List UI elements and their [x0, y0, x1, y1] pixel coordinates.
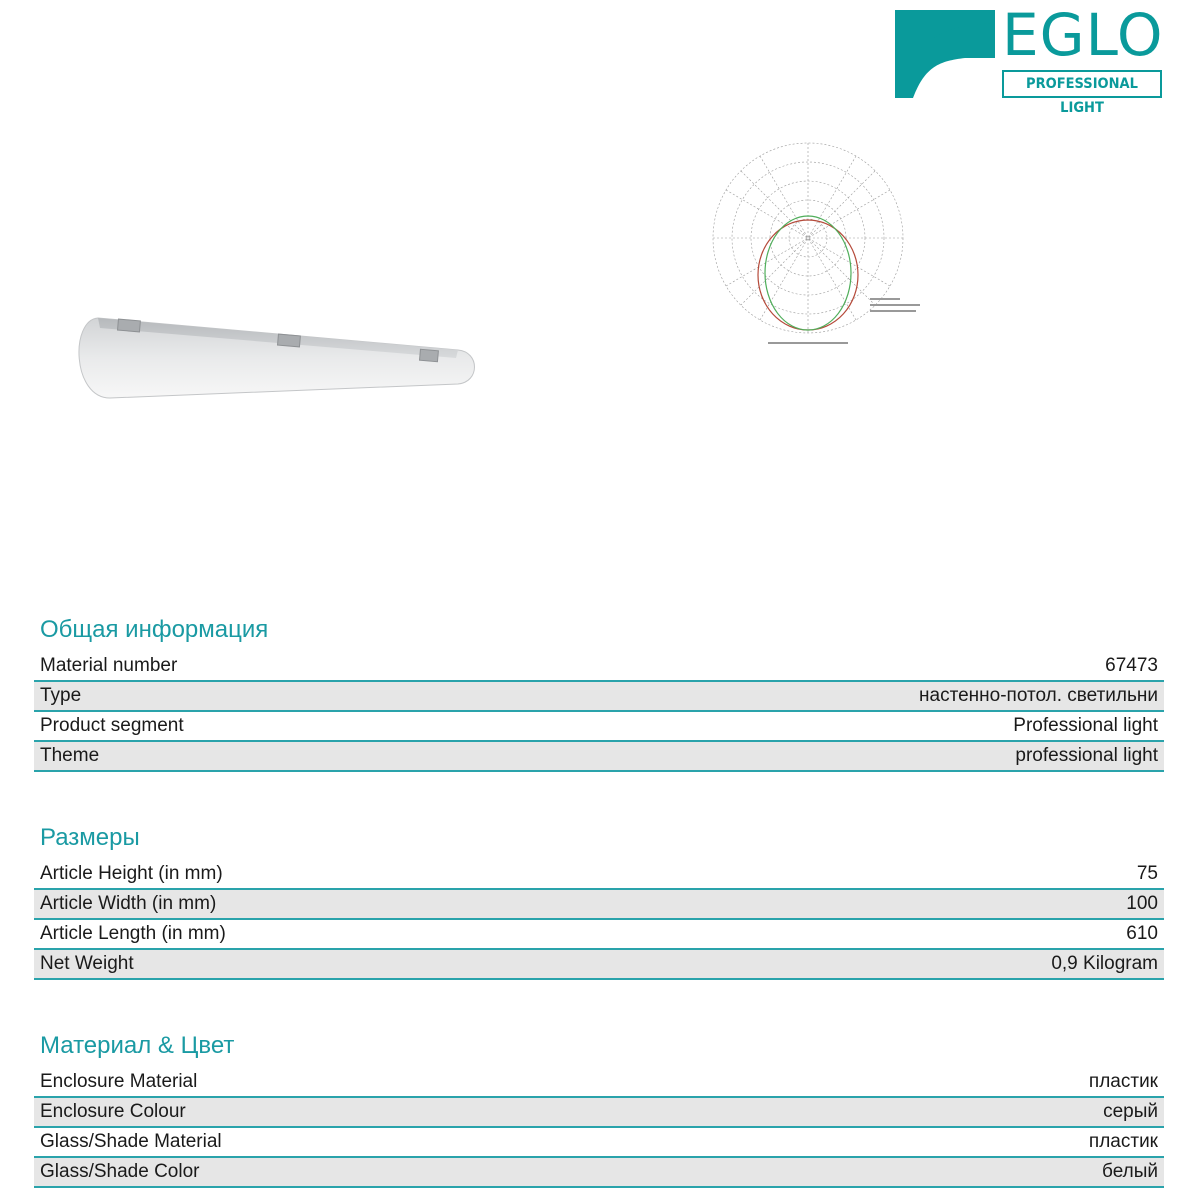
row-label: Net Weight	[40, 953, 134, 974]
row-label: Theme	[40, 745, 100, 766]
led-batten-luminaire-icon	[70, 300, 490, 410]
table-row	[34, 950, 1164, 980]
table-row	[34, 742, 1164, 772]
section-title: Общая информация	[40, 616, 269, 643]
brand-logo	[895, 1, 1165, 116]
row-label: Product segment	[40, 715, 184, 736]
row-label: Enclosure Material	[40, 1071, 198, 1092]
eglo-logo-mark-icon	[895, 6, 995, 98]
brand-name: EGLO	[1002, 1, 1164, 69]
row-label: Glass/Shade Color	[40, 1161, 200, 1182]
row-value: пластик	[1088, 1071, 1158, 1092]
section-title: Материал & Цвет	[40, 1032, 235, 1059]
section-material-color	[34, 1026, 1164, 1188]
row-value: пластик	[1088, 1131, 1158, 1152]
row-value: серый	[1103, 1101, 1158, 1122]
table-row	[34, 652, 1164, 682]
section-title: Размеры	[40, 824, 140, 851]
row-value: 610	[1126, 923, 1158, 944]
table-row	[34, 920, 1164, 950]
polar-diagram-icon	[700, 138, 930, 356]
table-row	[34, 1158, 1164, 1188]
brand-tagline: PROFESSIONAL LIGHT	[1002, 70, 1162, 98]
table-row	[34, 1128, 1164, 1158]
row-label: Article Width (in mm)	[40, 893, 217, 914]
row-value: 0,9 Kilogram	[1051, 953, 1158, 974]
row-label: Enclosure Colour	[40, 1101, 186, 1122]
table-row	[34, 682, 1164, 712]
row-value: белый	[1102, 1161, 1158, 1182]
row-label: Article Length (in mm)	[40, 923, 226, 944]
row-value: professional light	[1015, 745, 1158, 766]
row-label: Glass/Shade Material	[40, 1131, 222, 1152]
row-label: Type	[40, 685, 82, 706]
row-value: 75	[1136, 863, 1158, 884]
row-value: Professional light	[1013, 715, 1158, 736]
table-row	[34, 712, 1164, 742]
table-row	[34, 860, 1164, 890]
section-general-info	[34, 610, 1164, 772]
row-label: Article Height (in mm)	[40, 863, 223, 884]
section-dimensions	[34, 818, 1164, 980]
table-row	[34, 890, 1164, 920]
row-value: 67473	[1105, 655, 1158, 676]
table-row	[34, 1068, 1164, 1098]
row-label: Material number	[40, 655, 178, 676]
row-value: 100	[1126, 893, 1158, 914]
row-value: настенно-потол. светильни	[919, 685, 1158, 706]
table-row	[34, 1098, 1164, 1128]
